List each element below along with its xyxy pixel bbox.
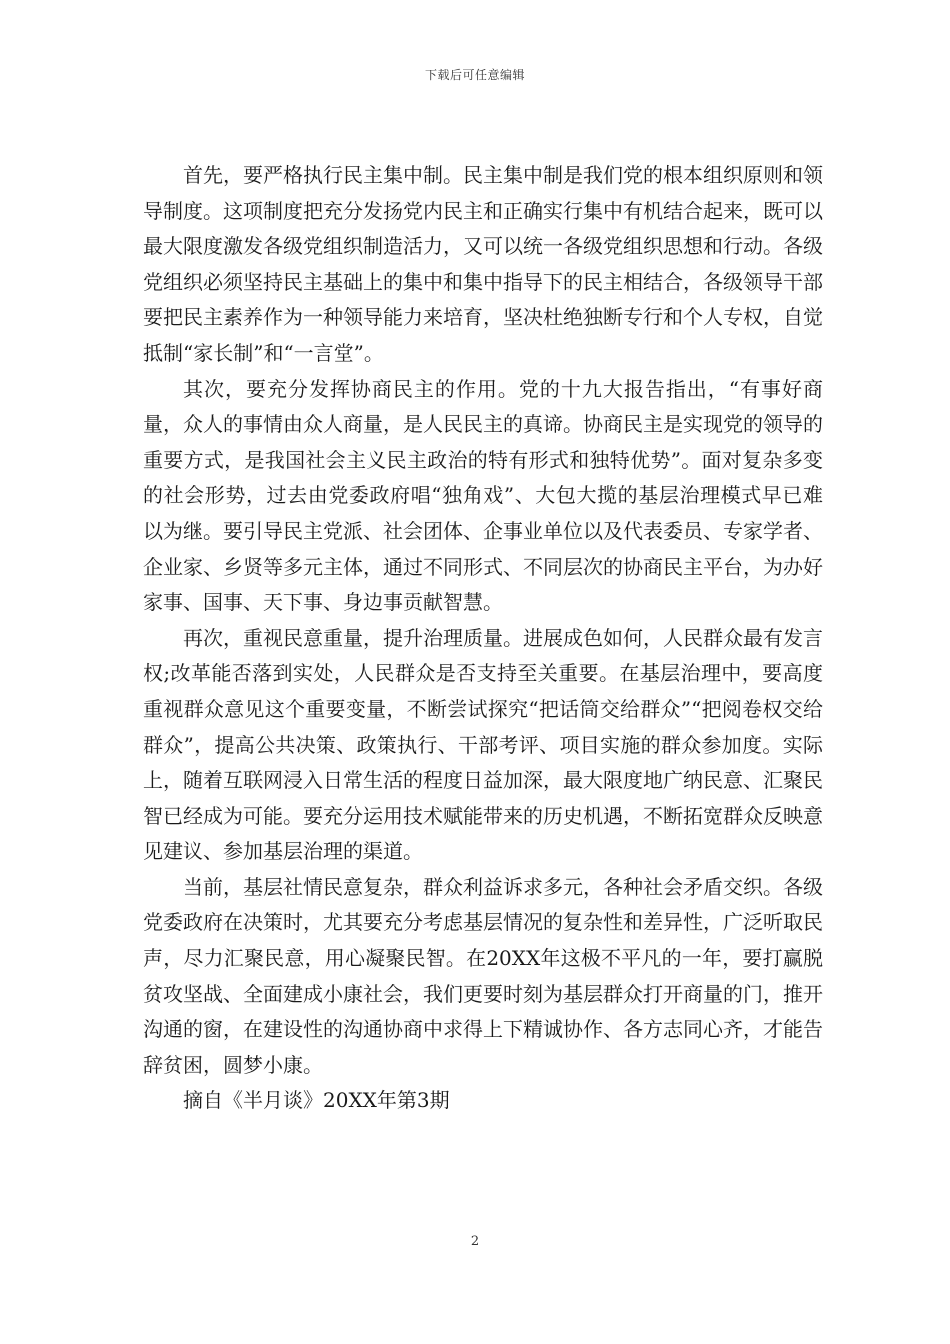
paragraph-consultative-democracy: 其次，要充分发挥协商民主的作用。党的十九大报告指出，“有事好商量，众人的事情由众人商量，是人民民主的真谛。协商民主是实现党的领导的重要方式，是我国社会主义民主政治的特有形式和独特优势”。面对复杂多变的社会形势，过去由党委政府唱“独角戏”、大包大揽的基层治理模式早已难以为继。要引导民主党派、社会团体、企事业单位以及代表委员、专家学者、企业家、乡贤等多元主体，通过不同形式、不同层次的协商民主平台，为办好家事、国事、天下事、身边事贡献智慧。 <box>143 376 823 615</box>
paragraph-current-situation: 当前，基层社情民意复杂，群众利益诉求多元，各种社会矛盾交织。各级党委政府在决策时，尤其要充分考虑基层情况的复杂性和差异性，广泛听取民声，尽力汇聚民意，用心凝聚民智。在20XX年这极不平凡的一年，要打赢脱贫攻坚战、全面建成小康社会，我们更要时刻为基层群众打开商量的门，推开沟通的窗，在建设性的沟通协商中求得上下精诚协作、各方志同心齐，才能告辞贫困，圆梦小康。 <box>143 874 823 1077</box>
document-body <box>143 158 823 1119</box>
source-citation: 摘自《半月谈》20XX年第3期 <box>183 1088 450 1113</box>
paragraph-public-opinion: 再次，重视民意重量，提升治理质量。进展成色如何，人民群众最有发言权;改革能否落到实处，人民群众是否支持至关重要。在基层治理中，要高度重视群众意见这个重要变量，不断尝试探究“把话筒交给群众”“把阅卷权交给群众”，提高公共决策、政策执行、干部考评、项目实施的群众参加度。实际上，随着互联网浸入日常生活的程度日益加深，最大限度地广纳民意、汇聚民智已经成为可能。要充分运用技术赋能带来的历史机遇，不断拓宽群众反映意见建议、参加基层治理的渠道。 <box>143 625 823 864</box>
page-number: 2 <box>470 1234 480 1249</box>
paragraph-democratic-centralism: 首先，要严格执行民主集中制。民主集中制是我们党的根本组织原则和领导制度。这项制度把充分发扬党内民主和正确实行集中有机结合起来，既可以最大限度激发各级党组织制造活力，又可以统一各级党组织思想和行动。各级党组织必须坚持民主基础上的集中和集中指导下的民主相结合，各级领导干部要把民主素养作为一种领导能力来培育，坚决杜绝独断专行和个人专权，自觉抵制“家长制”和“一言堂”。 <box>143 163 823 365</box>
header-note: 下载后可任意编辑 <box>424 68 525 82</box>
